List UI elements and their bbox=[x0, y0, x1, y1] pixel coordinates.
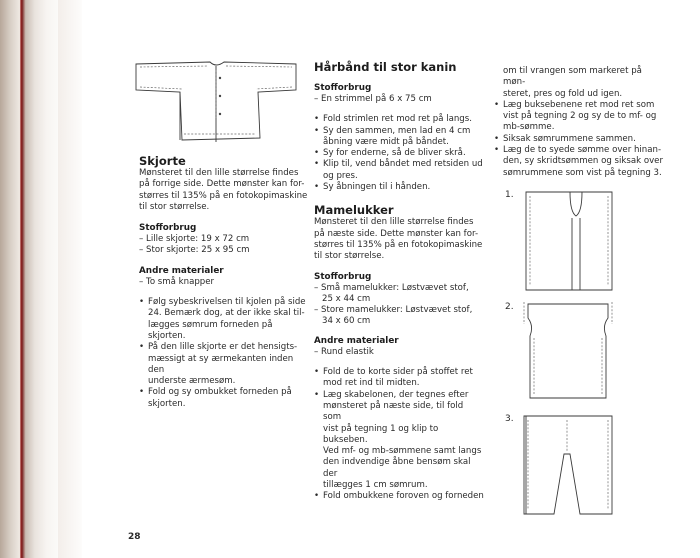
instruction-item: • Fold ombukkene foroven og forneden bbox=[314, 491, 484, 502]
skjorte-instructions bbox=[139, 297, 309, 410]
haarbaand-stofforbrug-item: – En strimmel på 6 x 75 cm bbox=[314, 94, 432, 104]
skjorte-andre-item: – To små knapper bbox=[139, 276, 215, 287]
figure-1-pattern bbox=[524, 190, 614, 292]
column-1 bbox=[139, 154, 309, 410]
mamelukker-andre-heading: Andre materialer bbox=[314, 335, 399, 346]
instruction-item: • Følg sybeskrivelsen til kjolen på side 24. Bemærk dog, at der ikke skal til- lægges sømrum forneden på skjorten. bbox=[139, 297, 309, 342]
haarbaand-instructions bbox=[314, 114, 484, 193]
instruction-item: • Siksak sømrummene sammen. bbox=[494, 134, 666, 145]
mamelukker-andre-item: – Rund elastik bbox=[314, 346, 374, 357]
mamelukker-stofforbrug-item: 34 x 60 cm bbox=[322, 316, 371, 327]
figure-3-pattern bbox=[520, 412, 616, 518]
instruction-item: • Klip til, vend båndet med retsiden ud og pres. bbox=[314, 159, 484, 182]
skjorte-stofforbrug-item: – Stor skjorte: 25 x 95 cm bbox=[139, 245, 250, 256]
instruction-item: • Fold de to korte sider på stoffet ret mod ret ind til midten. bbox=[314, 367, 484, 390]
continued-line: steret, pres og fold ud igen. bbox=[503, 88, 623, 99]
skjorte-heading: Skjorte bbox=[139, 154, 186, 168]
instruction-item: • Fold og sy ombukket forneden på skjorten. bbox=[139, 387, 309, 410]
instruction-item: • På den lille skjorte er det hensigts- mæssigt at sy ærmekanten inden den underste ærmesøm. bbox=[139, 342, 309, 387]
mamelukker-stofforbrug-item: 25 x 44 cm bbox=[322, 293, 371, 304]
figure-label-1: 1. bbox=[505, 190, 514, 200]
figure-label-2: 2. bbox=[505, 302, 514, 312]
instruction-item: • Sy den sammen, men lad en 4 cm åbning være midt på båndet. bbox=[314, 126, 484, 149]
mamelukker-stofforbrug-heading: Stofforbrug bbox=[314, 271, 372, 282]
shirt-illustration bbox=[132, 58, 300, 146]
haarbaand-stofforbrug-heading: Stofforbrug bbox=[314, 83, 372, 93]
instruction-item: • Læg de to syede sømme over hinan- den, sy skridtsømmen og siksak over sømrummene som vist på tegning 3. bbox=[494, 145, 666, 179]
column-2 bbox=[314, 60, 484, 503]
continued-line: om til vrangen som markeret på møn- bbox=[503, 66, 642, 88]
mamelukker-stofforbrug-item: – Små mamelukker: Løstvævet stof, bbox=[314, 282, 469, 293]
skjorte-intro-line: til stor størrelse. bbox=[139, 201, 210, 212]
page-number: 28 bbox=[128, 532, 141, 542]
skjorte-intro-line: størres til 135% på en fotokopimaskine bbox=[139, 190, 308, 201]
skjorte-stofforbrug-item: – Lille skjorte: 19 x 72 cm bbox=[139, 234, 250, 245]
mamelukker-instructions bbox=[314, 367, 484, 503]
instruction-item: • Sy åbningen til i hånden. bbox=[314, 182, 484, 193]
mamelukker-stofforbrug-item: – Store mamelukker: Løstvævet stof, bbox=[314, 305, 473, 316]
figure-2-pattern bbox=[522, 300, 614, 402]
mamelukker-intro-line: til stor størrelse. bbox=[314, 251, 385, 262]
skjorte-andre-heading: Andre materialer bbox=[139, 265, 224, 276]
col3-instructions bbox=[494, 100, 666, 179]
mamelukker-heading: Mamelukker bbox=[314, 203, 394, 218]
column-3 bbox=[494, 66, 666, 179]
skjorte-intro-line: Mønsteret til den lille størrelse findes bbox=[139, 168, 299, 178]
mamelukker-intro-line: på næste side. Dette mønster kan for- bbox=[314, 228, 479, 239]
mamelukker-intro-line: Mønsteret til den lille størrelse findes bbox=[314, 217, 474, 228]
skjorte-intro-line: på forrige side. Dette mønster kan for- bbox=[139, 179, 305, 190]
instruction-item: • Sy for enderne, så de bliver skrå. bbox=[314, 148, 484, 159]
figure-label-3: 3. bbox=[505, 414, 514, 424]
instruction-item: • Læg skabelonen, der tegnes efter mønsteret på næste side, til fold som vist på tegning 1 og klip to bukseben. Ved mf- og mb-sømmene samt langs den indvendige åbne bensøm skal der tillægges 1 cm sømrum. bbox=[314, 390, 484, 492]
mamelukker-intro-line: størres til 135% på en fotokopimaskine bbox=[314, 239, 483, 250]
haarbaand-heading: Hårbånd til stor kanin bbox=[314, 60, 457, 74]
skjorte-stofforbrug-heading: Stofforbrug bbox=[139, 223, 197, 234]
instruction-item: • Læg buksebenene ret mod ret som vist på tegning 2 og sy de to mf- og mb-sømme. bbox=[494, 100, 666, 134]
instruction-item: • Fold strimlen ret mod ret på langs. bbox=[314, 114, 484, 125]
